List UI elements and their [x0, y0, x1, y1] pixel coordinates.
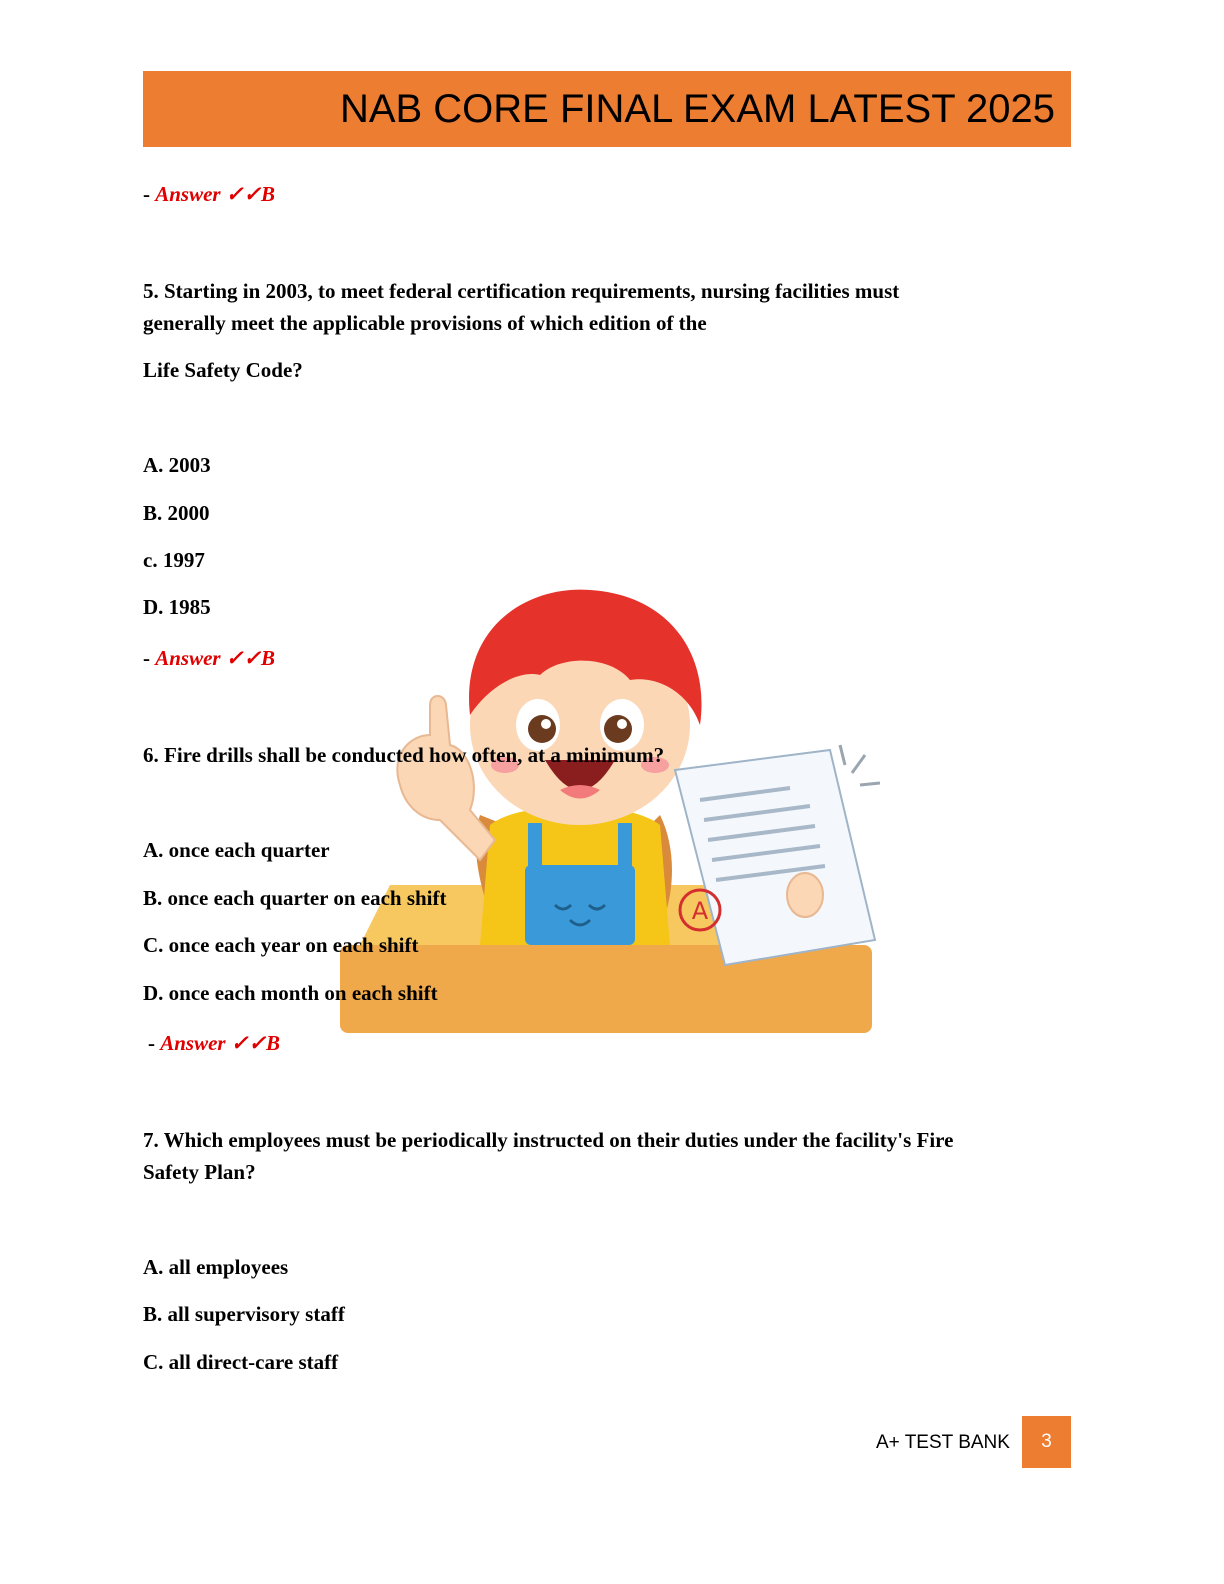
q7-option-b: B. all supervisory staff [143, 1302, 345, 1326]
overall-strap-left [528, 823, 542, 873]
overall-strap-right [618, 823, 632, 873]
question-6-line-1: 6. Fire drills shall be conducted how often, at a minimum? [143, 743, 665, 767]
q5-option-b: B. 2000 [143, 501, 210, 525]
kid-with-test-illustration [330, 585, 890, 1035]
question-5-line-1: 5. Starting in 2003, to meet federal certification requirements, nursing facilities must [143, 279, 900, 303]
question-5-line-2: generally meet the applicable provisions of which edition of the [143, 311, 707, 335]
answer-q6: - Answer ✓✓B [148, 1031, 281, 1055]
q6-option-a: A. once each quarter [143, 838, 330, 862]
q5-option-a: A. 2003 [143, 453, 211, 477]
q7-option-a: A. all employees [143, 1255, 289, 1279]
page-number: 3 [1022, 1416, 1071, 1468]
q7-option-c: C. all direct-care staff [143, 1350, 339, 1374]
overalls [525, 865, 635, 945]
left-eye-shine [541, 719, 551, 729]
q5-option-c: c. 1997 [143, 548, 205, 572]
question-5-line-3: Life Safety Code? [143, 358, 303, 382]
footer-label: A+ TEST BANK [876, 1432, 1010, 1453]
grade-mark: A [691, 897, 709, 925]
q5-option-d: D. 1985 [143, 595, 211, 619]
question-7-line-2: Safety Plan? [143, 1160, 256, 1184]
answer-q4: - Answer ✓✓B [143, 182, 276, 206]
document-title: NAB CORE FINAL EXAM LATEST 2025 [339, 87, 1055, 131]
question-7-line-1: 7. Which employees must be periodically instructed on their duties under the facility's Fire [143, 1128, 954, 1152]
answer-q5: - Answer ✓✓B [143, 646, 276, 670]
right-eye-shine [617, 719, 627, 729]
holding-hand [787, 873, 823, 917]
q6-option-c: C. once each year on each shift [143, 933, 419, 957]
q6-option-d: D. once each month on each shift [143, 981, 438, 1005]
q6-option-b: B. once each quarter on each shift [143, 886, 447, 910]
sparkle-lines [840, 745, 880, 785]
header-bar [143, 71, 1071, 147]
